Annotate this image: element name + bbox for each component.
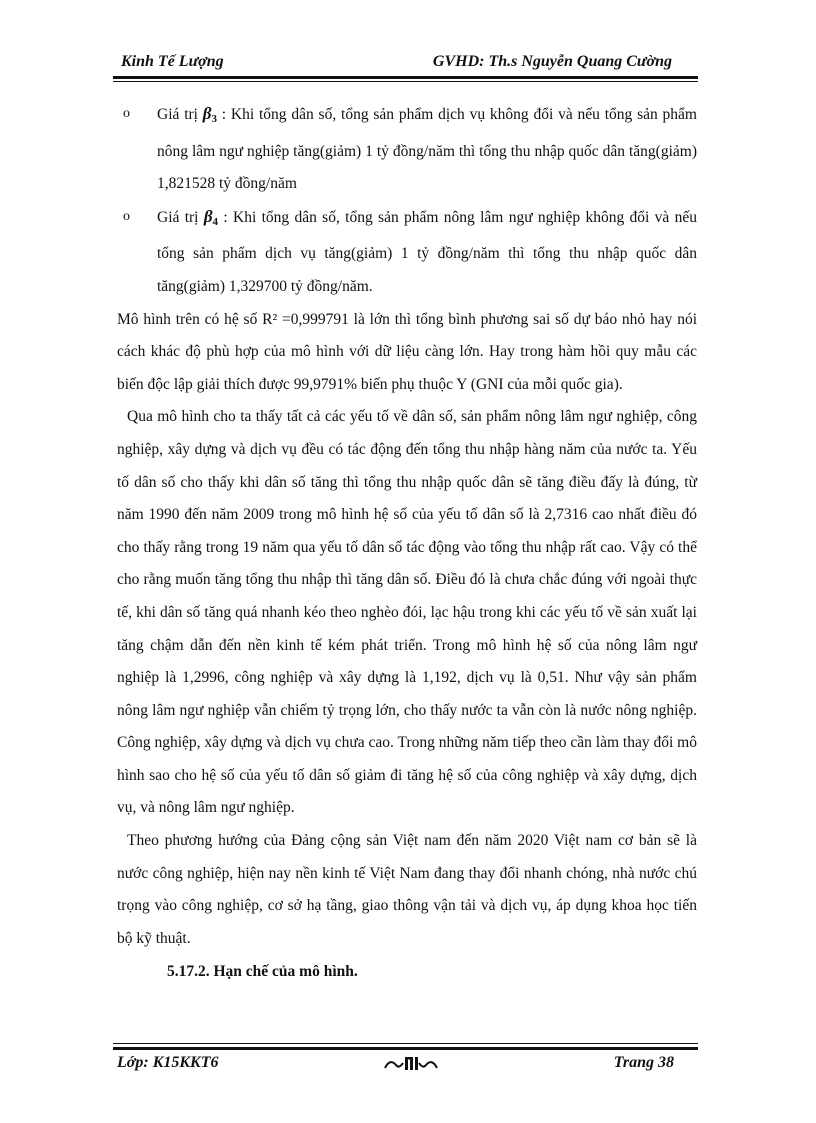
page-footer — [113, 1050, 698, 1078]
header-rule-thick — [113, 76, 698, 79]
paragraph-analysis: Qua mô hình cho ta thấy tất cả các yếu tố về dân số, sản phẩm nông lâm ngư nghiệp, công nghiệp, xây dựng và dịch vụ đều có tác động đến tổng thu nhập hàng năm của nước ta. Yếu tố dân số cho thấy khi dân số tăng thì tổng thu nhập quốc dân sẽ tăng điều đấy là đúng, từ năm 1990 đến năm 2009 trong mô hình hệ số của yếu tố dân số là 2,7316 cao nhất điều đó cho thấy rằng trong 19 năm qua yếu tố dân số tác động vào tổng thu nhập rất cao. Vậy có thể cho rằng muốn tăng tổng thu nhập thì tăng dân số. Điều đó là chưa chắc đúng với ngoài thực tế, khi dân số tăng quá nhanh kéo theo nghèo đói, lạc hậu trong khi các yếu tố về sản xuất lại tăng chậm dẫn đến nền kinh tế kém phát triển. Trong mô hình hệ số của nông lâm ngư nghiệp là 1,2996, công nghiệp và xây dựng là 1,192, dịch vụ là 0,51. Như vậy sản phẩm nông lâm ngư nghiệp vẫn chiếm tỷ trọng lớn, cho thấy nước ta vẫn còn là nước nông nghiệp. Công nghiệp, xây dựng và dịch vụ chưa cao. Trong những năm tiếp theo cần làm thay đổi mô hình sao cho hệ số của yếu tố dân số giảm đi tăng hệ số của công nghiệp và xây dựng, dịch vụ, và nông lâm ngư nghiệp. — [117, 408, 697, 817]
bullet-text: : Khi tổng dân số, tổng sản phẩm dịch vụ không đổi và nếu tổng sản phẩm nông lâm ngư nghiệp tăng(giảm) 1 tỷ đồng/năm thì tổng thu nhập quốc dân tăng(giảm) 1,821528 tỷ đồng/năm — [157, 106, 697, 193]
ornament-icon — [381, 1052, 441, 1074]
beta-symbol: $\beta_3$ — [202, 104, 217, 125]
section-heading: 5.17.2. Hạn chế của mô hình. — [167, 963, 358, 981]
header-rule-thin — [113, 81, 698, 82]
beta-symbol: $\beta_4$ — [203, 206, 219, 228]
header-instructor: GVHD: Th.s Nguyễn Quang Cường — [432, 53, 672, 70]
bullet-text: : Khi tổng dân số, tổng sản phẩm nông lâm ngư nghiệp không đổi và nếu tổng sản phẩm dịch vụ tăng(giảm) 1 tỷ đồng/năm thì tổng thu nhập quốc dân tăng(giảm) 1,329700 tỷ đồng/năm. — [157, 208, 697, 295]
footer-class: Lớp: K15KKT6 — [117, 1054, 219, 1071]
bullet-prefix: Giá trị — [157, 106, 203, 123]
footer-page-number: Trang 38 — [613, 1054, 674, 1071]
bullet-marker: o — [123, 208, 130, 224]
bullet-marker: o — [123, 106, 130, 121]
page-header — [113, 50, 698, 76]
bullet-prefix: Giá trị — [157, 208, 204, 226]
header-course-title: Kinh Tế Lượng — [121, 53, 224, 70]
bullet-beta4 — [117, 201, 697, 304]
page-body — [117, 98, 697, 989]
footer-rule-thin — [113, 1043, 698, 1044]
bullet-beta3 — [117, 98, 697, 201]
paragraph-r2: Mô hình trên có hệ số R² =0,999791 là lớn thì tổng bình phương sai số dự báo nhỏ hay nói cách khác độ phù hợp của mô hình với dữ liệu càng lớn. Hay trong hàm hồi quy mẫu các biến độc lập giải thích được 99,9791% biến phụ thuộc Y (GNI của mỗi quốc gia). — [117, 310, 697, 393]
paragraph-policy: Theo phương hướng của Đảng cộng sản Việt nam đến năm 2020 Việt nam cơ bản sẽ là nước công nghiệp, hiện nay nền kinh tế Việt Nam đang thay đổi nhanh chóng, nhà nước chú trọng vào công nghiệp, cơ sở hạ tầng, giao thông vận tải và dịch vụ, áp dụng khoa học tiến bộ kỹ thuật. — [117, 832, 697, 947]
